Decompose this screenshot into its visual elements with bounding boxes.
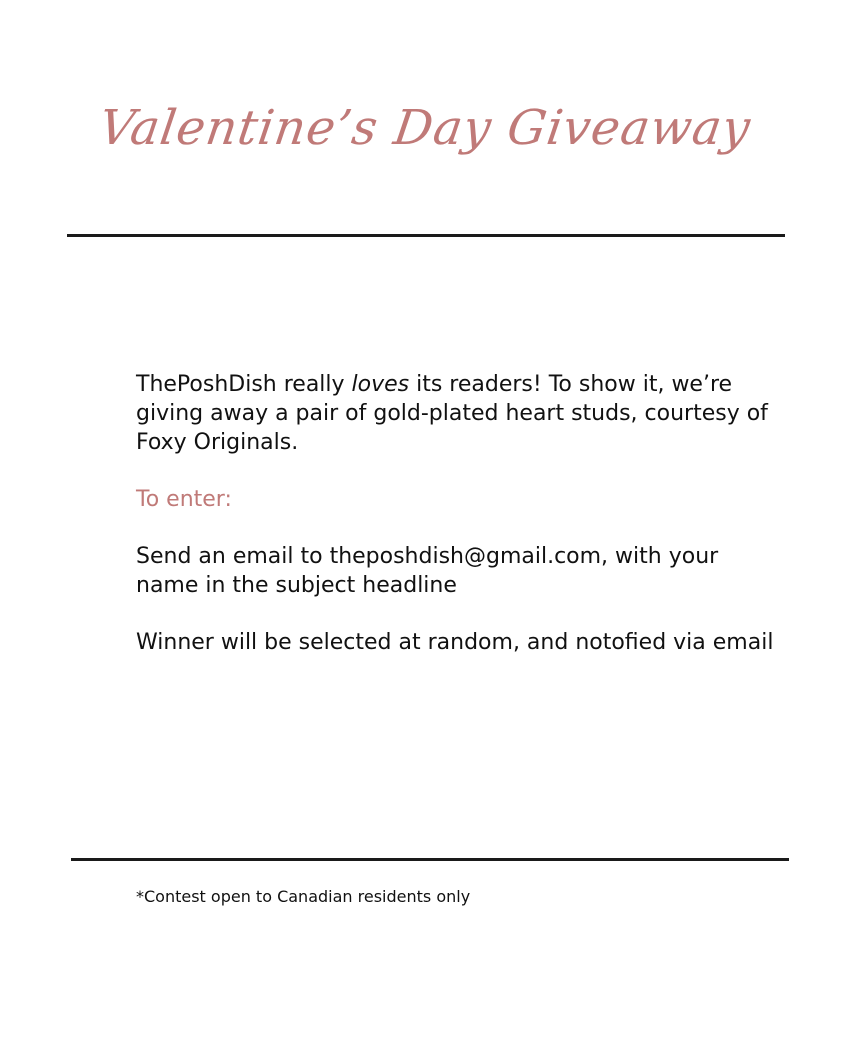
intro-text-end: its readers! To show it, we’re giving away a pair of gold-plated heart studs, courtesy of Foxy Originals. — [136, 372, 768, 455]
top-divider — [67, 234, 785, 237]
page-title: Valentine’s Day Giveaway — [95, 100, 755, 156]
contest-footnote: *Contest open to Canadian residents only — [136, 887, 471, 906]
intro-paragraph — [136, 370, 776, 457]
intro-emphasis: loves — [351, 372, 410, 397]
entry-step-winner: Winner will be selected at random, and notofied via email — [136, 630, 774, 655]
entry-step-email: Send an email to theposhdish@gmail.com, with your name in the subject headline — [136, 544, 719, 598]
giveaway-body — [136, 370, 776, 685]
bottom-divider — [71, 858, 789, 861]
intro-text-start: ThePoshDish really — [136, 372, 352, 397]
enter-heading: To enter: — [136, 487, 232, 512]
